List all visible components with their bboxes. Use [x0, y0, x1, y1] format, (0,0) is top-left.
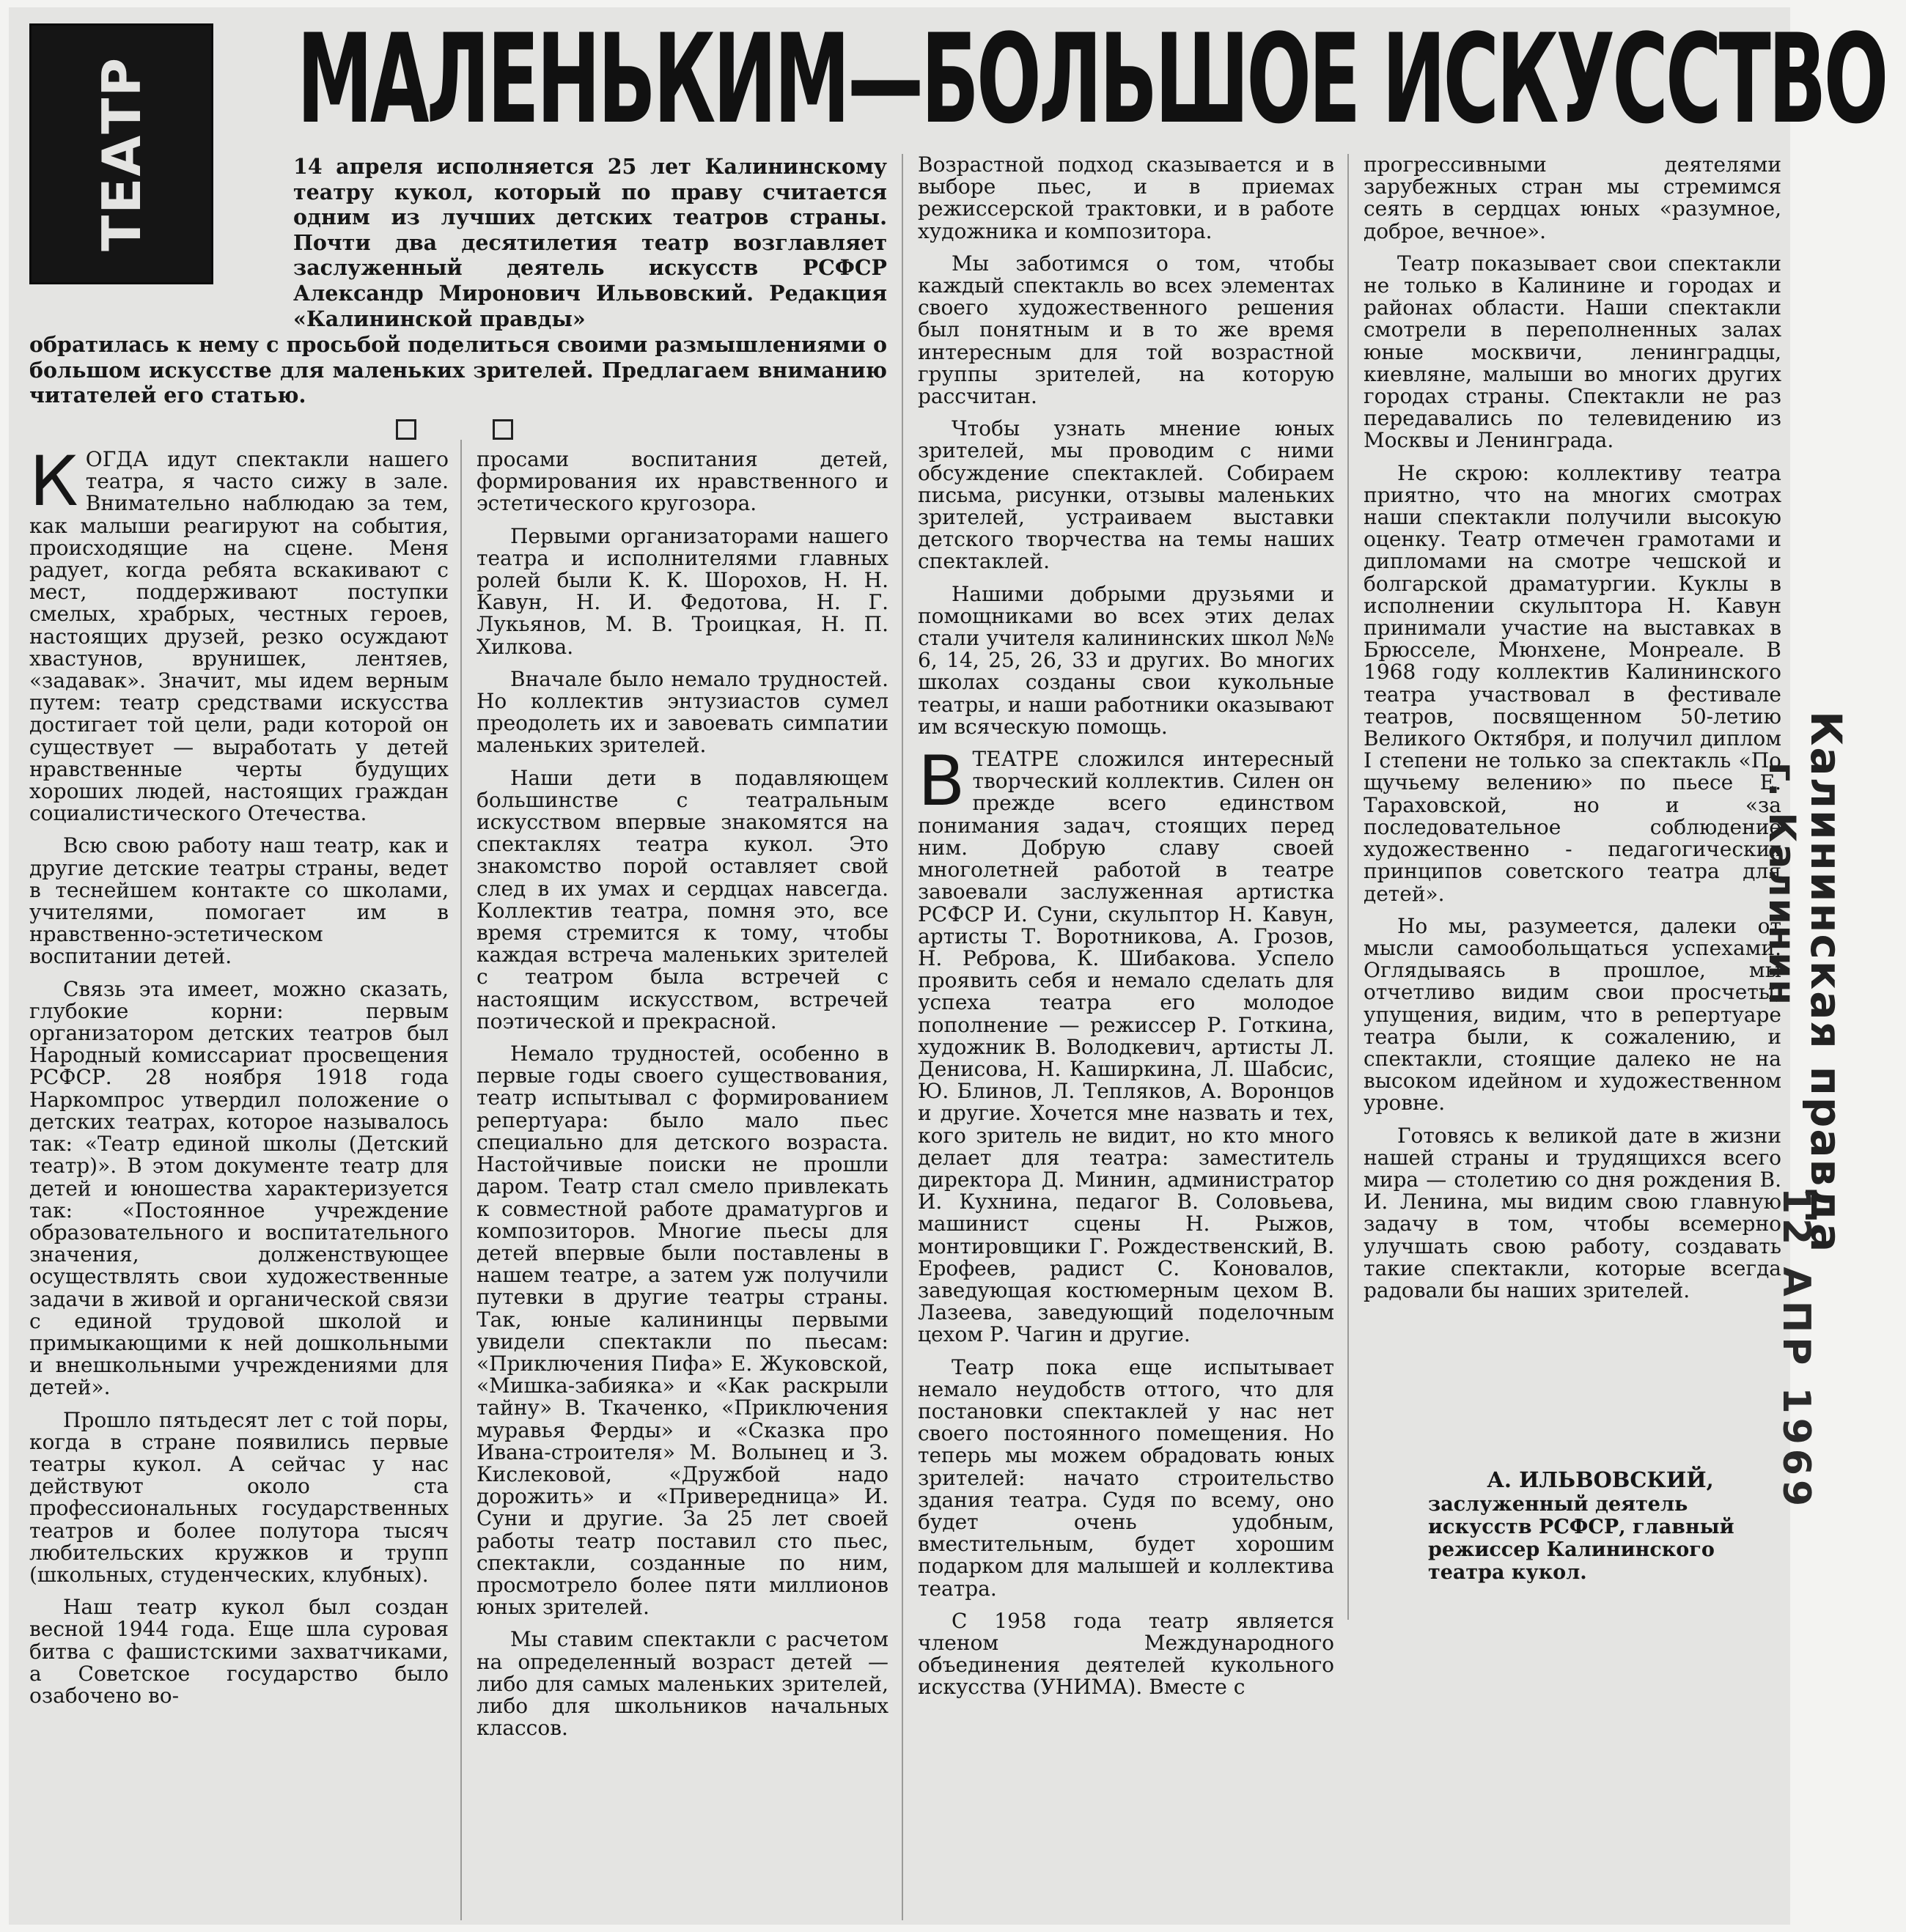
section-divider-box	[396, 419, 416, 440]
paragraph: Мы заботимся о том, чтобы каждый спектакль во всех элементах своего художественного решения был понятным и в то же время интересным для той возрастной группы зрителей, на которую рассчитан.	[918, 251, 1334, 409]
paragraph: Не скрою: коллективу театра приятно, что на многих смотрах наши спектакли получили высокую оценку. Театр отмечен грамотами и дипломами на смотре чешской и болгарской драматургии. Куклы в исполнении скульптора Н. Кавун принимали участие на выставках в Брюсселе, Мюнхене, Монреале. В 1968 году коллектив Калининского театра участвовал в фестивале театров, посвященном 50-летию Великого Октября, и получил диплом I степени не только за спектакль «По щучьему велению» по пьесе Е. Тараховской, но и «за последовательное соблюдение художественно - педагогических принципов советского театра для детей».	[1364, 460, 1781, 906]
paragraph: Чтобы узнать мнение юных зрителей, мы проводим с ними обсуждение спектаклей. Собираем письма, рисунки, отзывы маленьких зрителей, устраиваем выставки детского творчества на темы наших спектаклей.	[918, 416, 1334, 574]
paragraph: просами воспитания детей, формирования их нравственного и эстетического кругозора.	[476, 447, 888, 516]
lead-rest: обратилась к нему с просьбой поделиться своими размышлениями о большом искусстве для маленьких зрителей. Предлагаем вниманию читателей его статью.	[29, 332, 887, 408]
article-column-1	[29, 442, 449, 1717]
paragraph: прогрессивными деятелями зарубежных стран мы стремимся сеять в сердцах юных «разумное, доброе, вечное».	[1364, 152, 1781, 243]
paragraph: Нашими добрыми друзьями и помощниками во всех этих делах стали учителя калининских школ №№ 6, 14, 25, 26, 33 и других. Во многих школах созданы свои кукольные театры, и наши работники оказывают им всяческую помощь.	[918, 581, 1334, 739]
paragraph: Всю свою работу наш театр, как и другие детские театры страны, ведет в теснейшем контакте со школами, учителями, помогает им в нравственно-эстетическом воспитании детей.	[29, 833, 449, 969]
city-stamp: г. Калинин	[1761, 762, 1803, 1006]
paragraph: Вначале было немало трудностей. Но коллектив энтузиастов сумел преодолеть их и завоевать симпатии маленьких зрителей.	[476, 666, 888, 758]
paragraph: Наши дети в подавляющем большинстве с театральным искусством впервые знакомятся на спектаклях театра кукол. Это знакомство порой оставляет свой след в их умах и сердцах навсегда. Коллектив театра, помня это, все время стремится к тому, чтобы каждая встреча маленьких зрителей с театром была встречей с настоящим искусством, встречей поэтической и прекрасной.	[476, 765, 888, 1033]
newspaper-stamp: Калининская правда	[1801, 711, 1851, 1254]
article-column-4	[1364, 154, 1781, 1312]
lead-first: 14 апреля исполняется 25 лет Калининскому театру кукол, который по праву считается одним из лучших детских театров страны. Почти два десятилетия театр возглавляет заслуженный деятель искусств РСФСР Александр Миронович Ильвовский. Редакция «Калининской правды»	[293, 154, 887, 331]
column-rule	[902, 154, 903, 1920]
lead-paragraph-rest	[29, 332, 887, 408]
rubric-badge	[29, 23, 213, 284]
paragraph: Связь эта имеет, можно сказать, глубокие корни: первым организатором детских театров был Народный комиссариат просвещения РСФСР. 28 ноября 1918 года Наркомпрос утвердил положение о детских театрах, которое называлось так: «Театр единой школы (Детский театр)». В этом документе театр для детей и юношества характеризуется так: «Постоянное учреждение образовательного и воспитательного значения, долженствующее осуществлять свои художественные задачи в живой и органической связи с единой трудовой школой и примыкающими к ней дошкольными и внешкольными учреждениями для детей».	[29, 976, 449, 1400]
article-headline: МАЛЕНЬКИМ—БОЛЬШОЕ ИСКУССТВО	[297, 7, 1886, 151]
paragraph: Театр пока еще испытывает немало неудобств оттого, что для постановки спектаклей у нас нет своего постоянного помещения. Но теперь мы можем обрадовать юных зрителей: начато строительство здания театра. Судя по всему, оно будет очень удобным, вместительным, будет хорошим подарком для малышей и коллектива театра.	[918, 1354, 1334, 1601]
author-signature	[1428, 1469, 1773, 1584]
article-column-2	[476, 449, 888, 1750]
article-column-3	[918, 154, 1334, 1709]
drop-cap: К	[29, 442, 78, 522]
paragraph: Наш театр кукол был создан весной 1944 года. Еще шла суровая битва с фашистскими захватчиками, а Советское государство было озабочено во-	[29, 1595, 449, 1708]
paragraph: Но мы, разумеется, далеки от мысли самообольщаться успехами. Оглядываясь в прошлое, мы отчетливо видим свои просчеты, упущения, видим, что в репертуаре театра были, к сожалению, и спектакли, стоящие далеко не на высоком идейном и художественном уровне.	[1364, 913, 1781, 1116]
column-rule	[460, 440, 462, 1920]
paragraph: Готовясь к великой дате в жизни нашей страны и трудящихся всего мира — столетию со дня рождения В. И. Ленина, мы видим свою главную задачу в том, чтобы всемерно улучшать свою работу, создавать такие спектакли, которые всегда радовали бы наших зрителей.	[1364, 1123, 1781, 1302]
paragraph: КОГДА идут спектакли нашего театра, я часто сижу в зале. Внимательно наблюдаю за тем, как малыши реагируют на события, происходящие на сцене. Меня радует, когда ребята вскакивают с мест, поддерживают поступки смелых, храбрых, честных героев, настоящих друзей, резко осуждают хвастунов, врунишек, лентяев, «задавак». Значит, мы идем верным путем: театр средствами искусства достигает той цели, ради которой он существует — выработать у детей нравственные черты будущих хороших людей, настоящих граждан социалистического Отечества.	[29, 442, 449, 826]
rubric-label: ТЕАТР	[90, 56, 152, 251]
paragraph: Театр показывает свои спектакли не только в Калинине и городах и районах области. Наши спектакли смотрели в переполненных залах юные москвичи, ленинградцы, киевляне, малыши во многих других городах страны. Спектакли не раз передавались по телевидению из Москвы и Ленинграда.	[1364, 251, 1781, 453]
paragraph: Возрастной подход сказывается и в выборе пьес, и в приемах режиссерской трактовки, и в работе художника и композитора.	[918, 152, 1334, 243]
paragraph: Первыми организаторами нашего театра и исполнителями главных ролей были К. К. Шорохов, Н. Н. Кавун, Н. И. Федотова, Н. Г. Лукьянов, М. В. Троицкая, Н. П. Хилкова.	[476, 523, 888, 659]
author-title: заслуженный деятель искусств РСФСР, главный режиссер Калининского театра кукол.	[1428, 1493, 1734, 1584]
drop-cap: В	[918, 742, 965, 822]
paragraph: С 1958 года театр является членом Международного объединения деятелей кукольного искусства (УНИМА). Вместе с	[918, 1608, 1334, 1700]
paragraph: Мы ставим спектакли с расчетом на определенный возраст детей — либо для самых маленьких зрителей, либо для школьников начальных классов.	[476, 1627, 888, 1741]
paragraph: Немало трудностей, особенно в первые годы своего существования, театр испытывал с формированием репертуара: было мало пьес специально для детского возраста. Настойчивые поиски не прошли даром. Театр стал смело привлекать к совместной работе драматургов и композиторов. Многие пьесы для детей впервые были поставлены в нашем театре, а затем уж получили путевки в другие театры страны. Так, юные калининцы первыми увидели спектакли по пьесам: «Приключения Пифа» Е. Жуковской, «Мишка-забияка» и «Как раскрыли тайну» В. Ткаченко, «Приключения муравья Ферды» и «Сказка про Ивана-строителя» М. Волынец и З. Кислековой, «Дружбой надо дорожить» и «Привередница» И. Суни и другие. За 25 лет своей работы театр поставил сто пьес, спектакли, созданные по ним, просмотрело более пяти миллионов юных зрителей.	[476, 1041, 888, 1620]
paragraph: ВТЕАТРЕ сложился интересный творческий коллектив. Силен он прежде всего единством понимания задач, стоящих перед ним. Добрую славу своей многолетней работой в театре завоевали заслуженная артистка РСФСР И. Суни, скульптор Н. Кавун, артисты Т. Воротникова, А. Грозов, Н. Реброва, К. Шибакова. Успело проявить себя и немало сделать для успеха театра его молодое пополнение — режиссер Р. Готкина, художник В. Володкевич, артисты Л. Денисова, Н. Каширкина, Л. Шабсис, Ю. Блинов, Л. Тепляков, А. Воронцов и другие. Хочется мне назвать и тех, кого зритель не видит, но кто много делает для театра: заместитель директора Д. Минин, администратор И. Кухнина, педагог В. Соловьева, машинист сцены Н. Рыжов, монтировщики Г. Рождественский, В. Ерофеев, радист С. Коновалов, заведующая костюмерным цехом В. Лазеева, заведующий поделочным цехом Р. Чагин и другие.	[918, 742, 1334, 1347]
date-stamp: 12 АПР 1969	[1774, 1187, 1818, 1511]
author-name: А. ИЛЬВОВСКИЙ,	[1487, 1467, 1714, 1492]
column-rule	[1347, 154, 1349, 1620]
lead-paragraph	[293, 154, 887, 331]
section-divider-box	[493, 419, 513, 440]
paragraph: Прошло пятьдесят лет с той поры, когда в стране появились первые театры кукол. А сейчас у нас действуют около ста профессиональных государственных театров и более полутора тысяч любительских кружков и трупп (школьных, студенческих, клубных).	[29, 1407, 449, 1587]
